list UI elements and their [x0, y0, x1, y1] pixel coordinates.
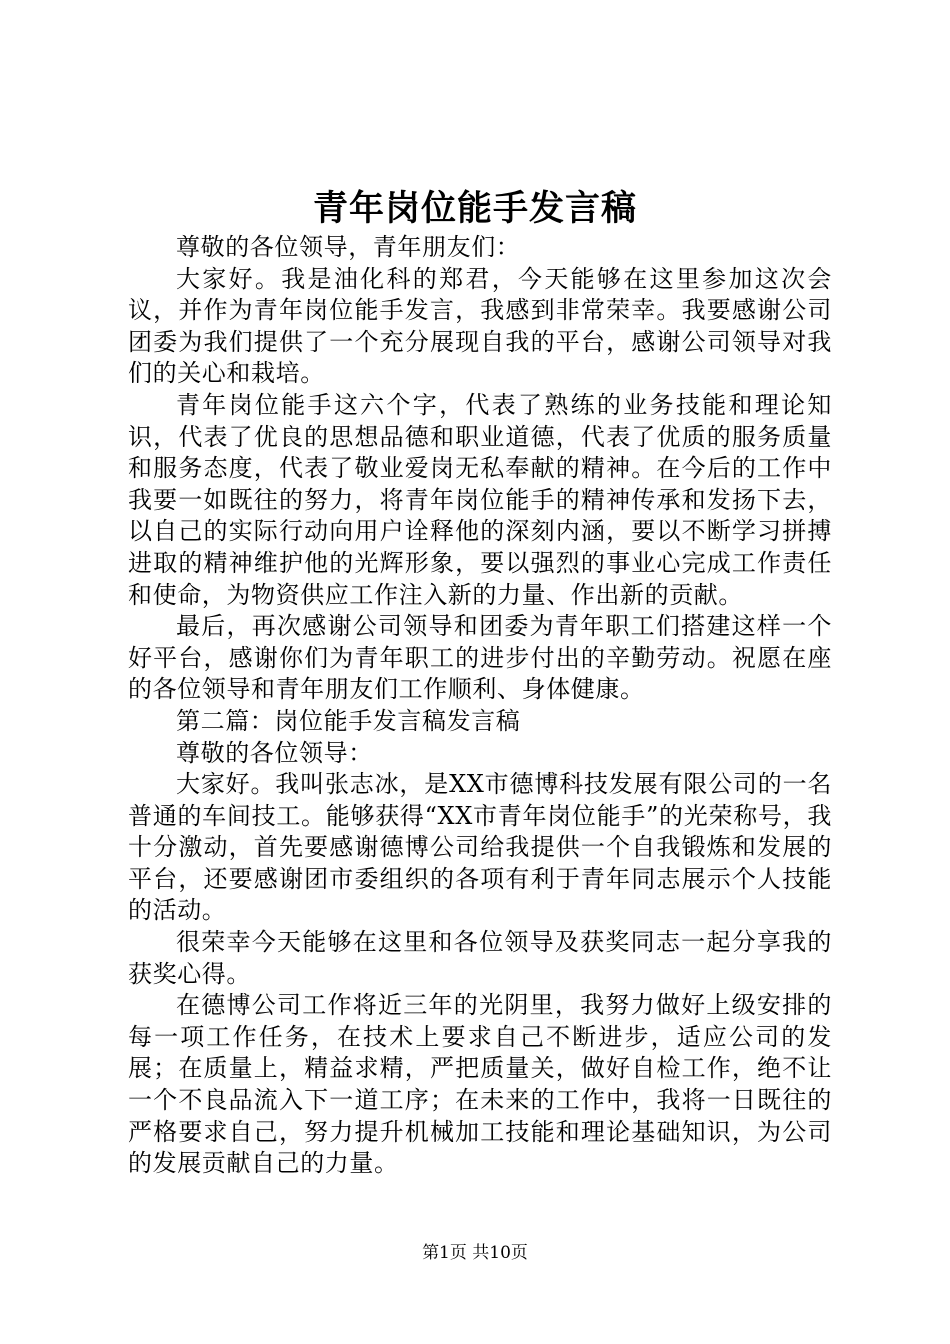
salutation-paragraph: 尊敬的各位领导，青年朋友们： [176, 233, 521, 261]
document-body [128, 232, 832, 1180]
body-paragraph: 大家好。我是油化科的郑君，今天能够在这里参加这次会议，并作为青年岗位能手发言，我感到非常荣幸。我要感谢公司团委为我们提供了一个充分展现自我的平台，感谢公司领导对我们的关心和栽培。 [128, 264, 832, 388]
salutation-paragraph: 尊敬的各位领导： [176, 738, 373, 767]
body-paragraph: 在德博公司工作将近三年的光阴里，我努力做好上级安排的每一项工作任务，在技术上要求自己不断进步，适应公司的发展；在质量上，精益求精，严把质量关，做好自检工作，绝不让一个不良品流入下一道工序；在未来的工作中，我将一日既往的严格要求自己，努力提升机械加工技能和理论基础知识，为公司的发展贡献自己的力量。 [128, 991, 832, 1178]
body-paragraph: 很荣幸今天能够在这里和各位领导及获奖同志一起分享我的获奖心得。 [128, 928, 832, 988]
document-title: 青年岗位能手发言稿 [312, 188, 637, 229]
section-heading: 第二篇：岗位能手发言稿发言稿 [176, 706, 521, 735]
page-footer: 第1页 共10页 [422, 1243, 528, 1263]
body-paragraph: 青年岗位能手这六个字，代表了熟练的业务技能和理论知识，代表了优良的思想品德和职业道德，代表了优质的服务质量和服务态度，代表了敬业爱岗无私奉献的精神。在今后的工作中我要一如既往的努力，将青年岗位能手的精神传承和发扬下去，以自己的实际行动向用户诠释他的深刻内涵，要以不断学习拼搏进取的精神维护他的光辉形象，要以强烈的事业心完成工作责任和使命，为物资供应工作注入新的力量、作出新的贡献。 [128, 390, 832, 609]
body-paragraph: 最后，再次感谢公司领导和团委为青年职工们搭建这样一个好平台，感谢你们为青年职工的进步付出的辛勤劳动。祝愿在座的各位领导和青年朋友们工作顺利、身体健康。 [128, 612, 832, 704]
body-paragraph: 大家好。我叫张志冰，是XX市德博科技发展有限公司的一名普通的车间技工。能够获得“XX市青年岗位能手”的光荣称号，我十分激动，首先要感谢德博公司给我提供一个自我锻炼和发展的平台，还要感谢团市委组织的各项有利于青年同志展示个人技能的活动。 [128, 770, 832, 925]
